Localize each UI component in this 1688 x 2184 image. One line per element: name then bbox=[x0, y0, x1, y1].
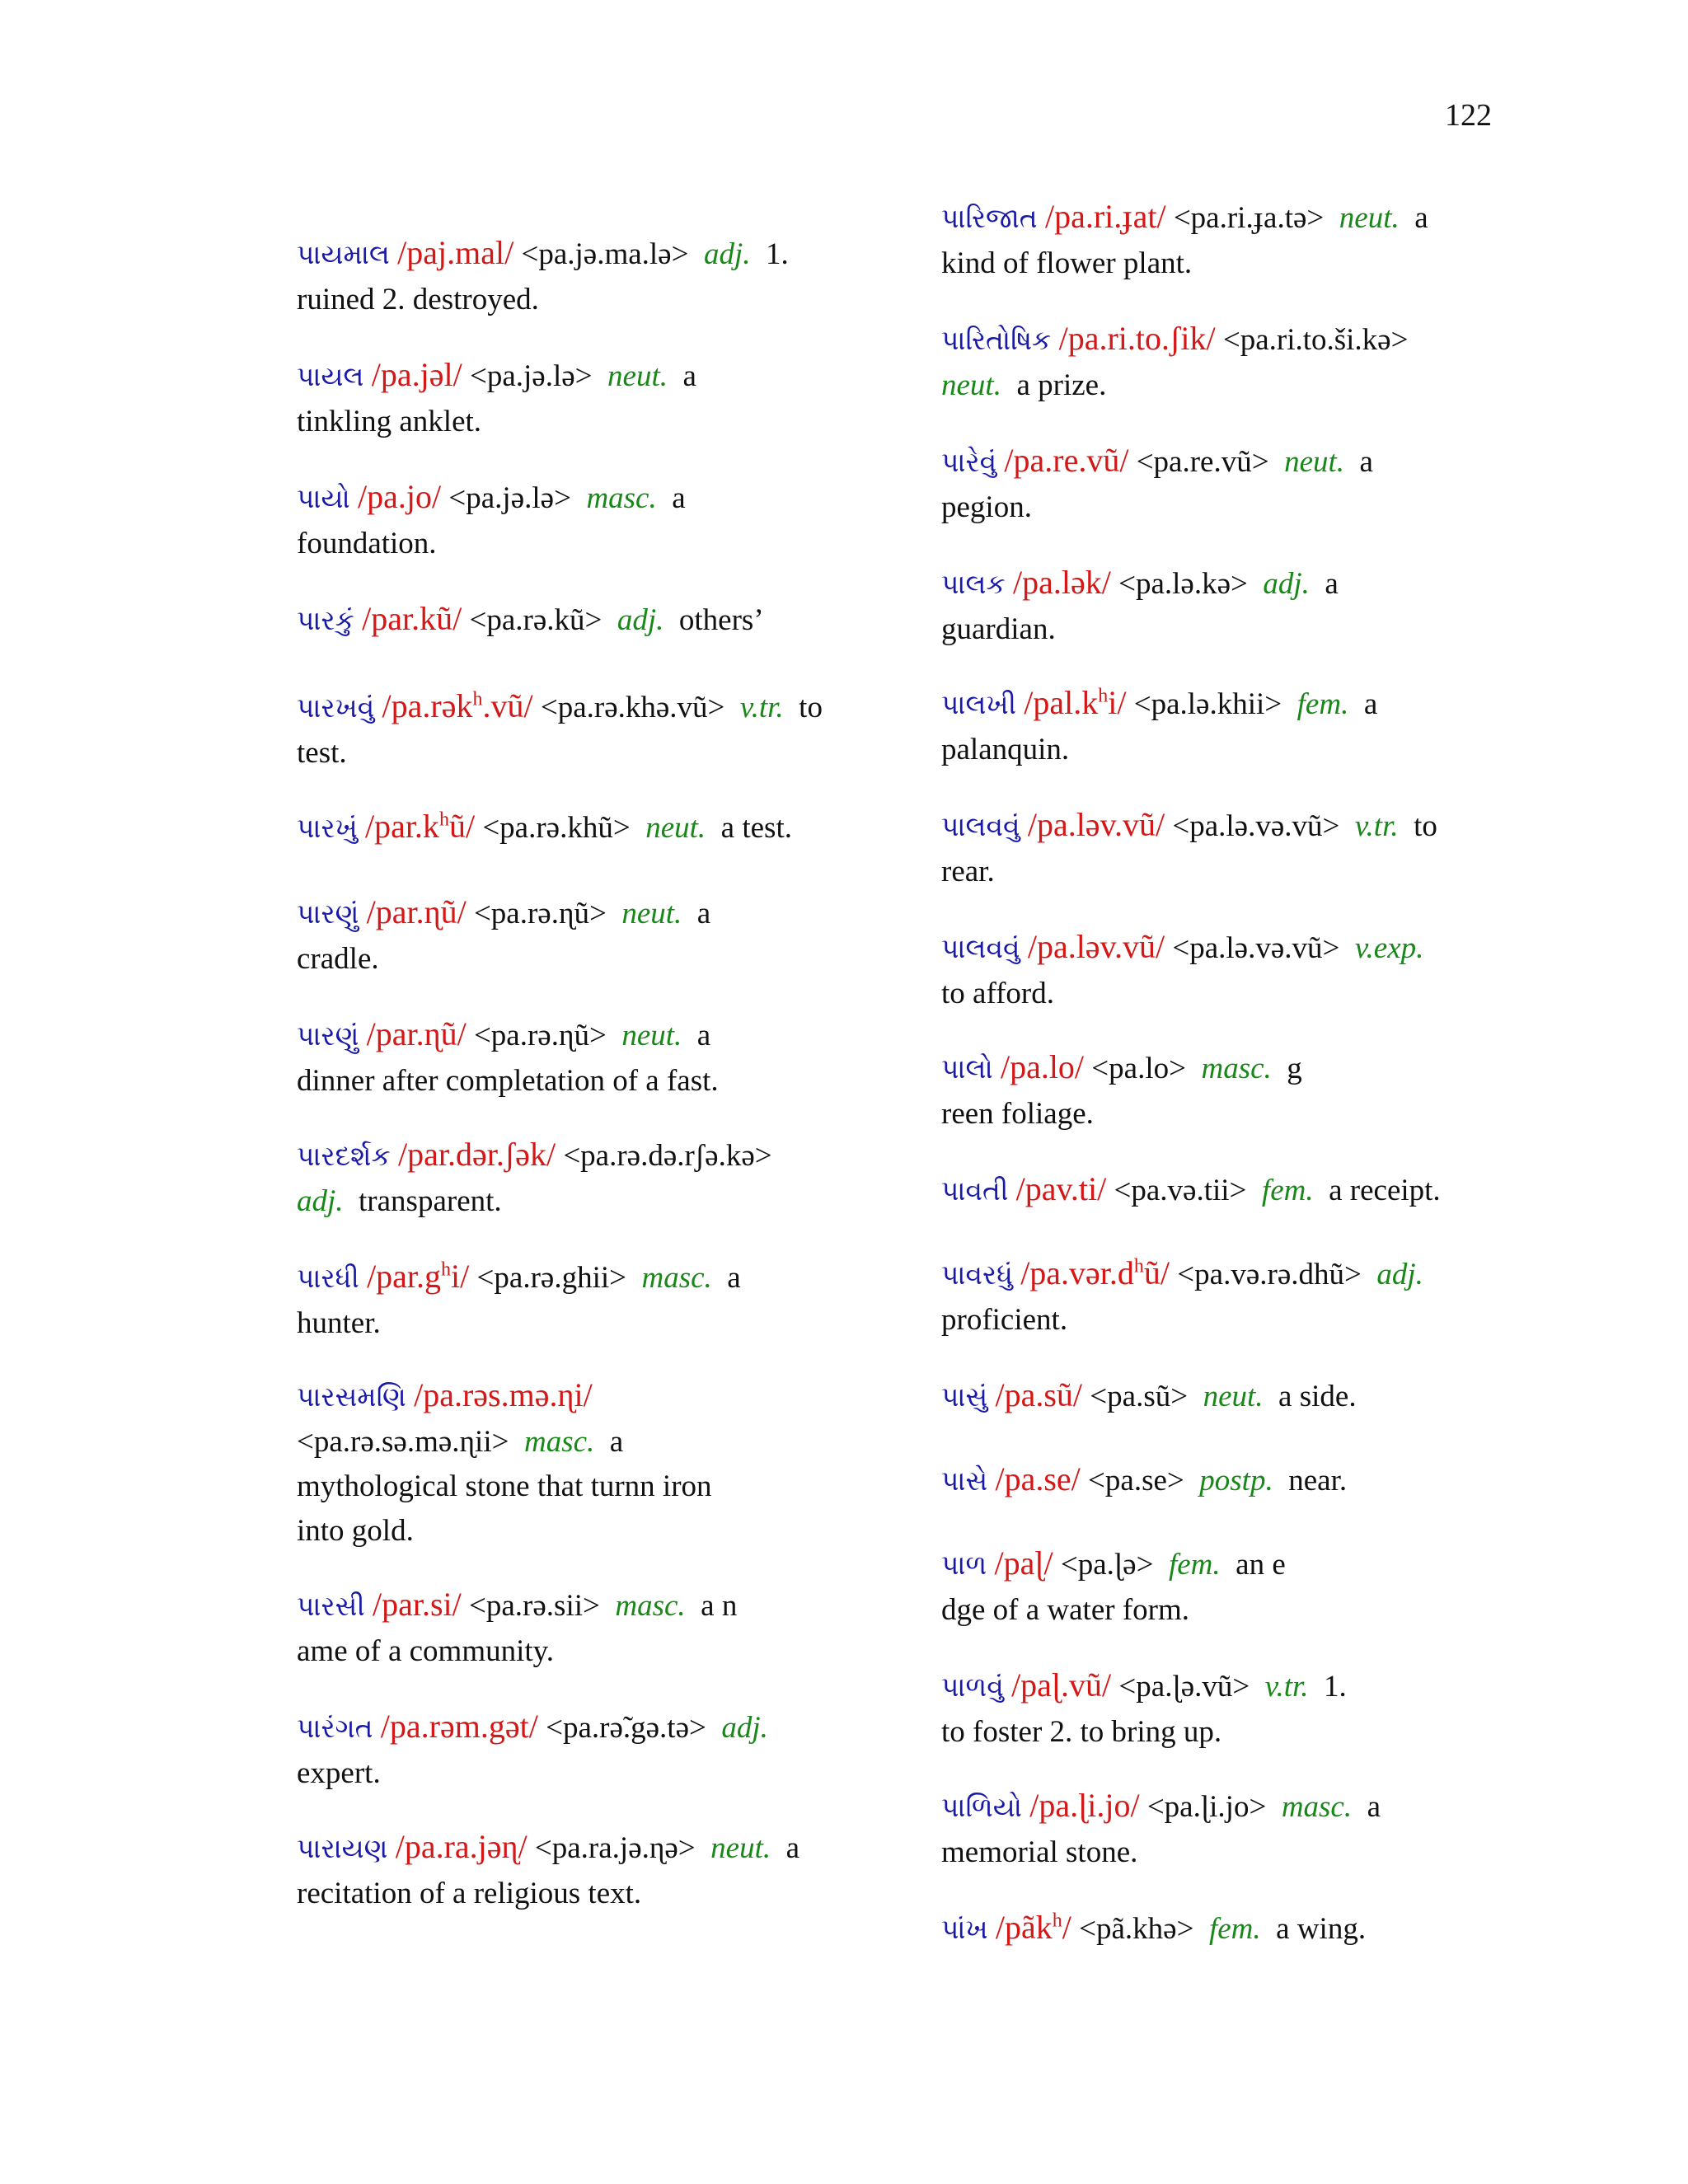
entry-headword: પારખવું bbox=[297, 694, 375, 724]
entry-headword: પારસમણિ bbox=[297, 1383, 406, 1413]
entry-phonemic: /pa.sũ/ bbox=[995, 1376, 1083, 1413]
dictionary-entry bbox=[297, 1704, 857, 1796]
entry-phonemic: $/pa.vər.d^hũ/$ bbox=[1020, 1254, 1170, 1291]
entry-gloss: a guardian. bbox=[941, 567, 1339, 646]
dictionary-entry bbox=[297, 1132, 857, 1224]
entry-gloss: g reen foliage. bbox=[941, 1052, 1302, 1131]
entry-phonemic: /pãk$^h$/ bbox=[995, 1909, 1071, 1946]
entry-part-of-speech: fem. bbox=[1261, 1174, 1314, 1207]
entry-headword: પાયલ bbox=[297, 363, 364, 392]
dictionary-entry bbox=[941, 1251, 1510, 1343]
entry-transliteration: <pa.lo> bbox=[1091, 1052, 1186, 1085]
entry-headword: પાળવું bbox=[941, 1673, 1004, 1703]
entry-headword: પારકું bbox=[297, 607, 354, 636]
entry-gloss: others’ bbox=[678, 603, 764, 637]
entry-gloss: a memorial stone. bbox=[941, 1790, 1381, 1869]
entry-headword: પારંગત bbox=[297, 1714, 373, 1744]
dictionary-entry bbox=[941, 316, 1510, 408]
entry-gloss: to test. bbox=[297, 691, 823, 770]
entry-gloss: a kind of flower plant. bbox=[941, 201, 1428, 280]
entry-phonemic: /pa.ləv.vũ/ bbox=[1027, 928, 1165, 965]
entry-transliteration: <pa.lə.və.vũ> bbox=[1172, 809, 1340, 843]
entry-headword: પારાયણ bbox=[297, 1835, 388, 1864]
entry-part-of-speech: masc. bbox=[1201, 1052, 1272, 1085]
entry-phonemic: /pa.lo/ bbox=[1000, 1048, 1085, 1085]
entry-transliteration: <pa.rə.sə.mə.ɳii> bbox=[297, 1425, 509, 1459]
dictionary-entry bbox=[941, 1663, 1510, 1755]
entry-transliteration: <pa.lə.kə> bbox=[1118, 567, 1248, 601]
entry-phonemic: /pa.lək/ bbox=[1013, 564, 1111, 601]
entry-transliteration: <pa.ri.ɟa.tə> bbox=[1173, 201, 1325, 235]
entry-phonemic: /pa.ri.to.ʃik/ bbox=[1058, 320, 1216, 357]
entry-headword: પારસી bbox=[297, 1592, 365, 1622]
entry-part-of-speech: neut. bbox=[1339, 201, 1400, 235]
entry-gloss: a cradle. bbox=[297, 897, 711, 976]
entry-phonemic: /pa.rəm.gət/ bbox=[380, 1708, 538, 1745]
entry-headword: પારિજાત bbox=[941, 204, 1038, 234]
dictionary-entry bbox=[297, 684, 857, 776]
entry-gloss: a test. bbox=[720, 811, 792, 845]
entry-part-of-speech: v.tr. bbox=[739, 691, 784, 724]
entry-part-of-speech: postp. bbox=[1199, 1464, 1273, 1497]
entry-part-of-speech: neut. bbox=[1203, 1380, 1264, 1413]
entry-phonemic: /pa.rək$^h$.vũ/ bbox=[382, 687, 533, 724]
entry-gloss: near. bbox=[1288, 1464, 1348, 1497]
entry-gloss: a pegion. bbox=[941, 445, 1373, 524]
entry-headword: પાવરધું bbox=[941, 1261, 1013, 1291]
entry-phonemic: /pa.jo/ bbox=[358, 478, 442, 515]
entry-part-of-speech: neut. bbox=[607, 359, 668, 393]
entry-gloss: to afford. bbox=[941, 977, 1054, 1010]
entry-transliteration: <pa.ɭə.vũ> bbox=[1118, 1670, 1250, 1704]
entry-transliteration: <pa.lə.və.vũ> bbox=[1172, 931, 1340, 965]
entry-transliteration: <pa.ɭə> bbox=[1060, 1548, 1154, 1582]
entry-gloss: a n ame of a community. bbox=[297, 1589, 738, 1668]
entry-gloss: transparent. bbox=[359, 1184, 502, 1218]
dictionary-entry bbox=[941, 1541, 1510, 1633]
dictionary-entry bbox=[297, 1582, 857, 1674]
entry-phonemic: /pa.ra.jəɳ/ bbox=[395, 1828, 528, 1865]
entry-part-of-speech: adj. bbox=[617, 603, 664, 637]
entry-gloss: a tinkling anklet. bbox=[297, 359, 696, 438]
entry-phonemic: /par.dər.ʃək/ bbox=[398, 1136, 556, 1173]
entry-part-of-speech: neut. bbox=[1284, 445, 1345, 479]
entry-transliteration: <pa.se> bbox=[1088, 1464, 1184, 1497]
entry-headword: પાયો bbox=[297, 485, 350, 514]
entry-phonemic: /par.ɳũ/ bbox=[366, 1015, 467, 1052]
entry-part-of-speech: neut. bbox=[621, 1019, 682, 1052]
entry-phonemic: /par.si/ bbox=[372, 1586, 462, 1623]
entry-part-of-speech: masc. bbox=[586, 481, 657, 515]
entry-part-of-speech: fem. bbox=[1168, 1548, 1221, 1582]
entry-part-of-speech: neut. bbox=[621, 897, 682, 930]
entry-part-of-speech: v.tr. bbox=[1264, 1670, 1309, 1704]
entry-headword: પાલો bbox=[941, 1055, 993, 1085]
entry-gloss: a side. bbox=[1278, 1380, 1357, 1413]
entry-part-of-speech: v.exp. bbox=[1354, 931, 1424, 965]
entry-part-of-speech: fem. bbox=[1296, 687, 1349, 721]
entry-headword: પાળિયો bbox=[941, 1793, 1022, 1823]
entry-transliteration: <pa.ri.to.ši.kə> bbox=[1222, 323, 1409, 357]
entry-transliteration: <pa.rə.sii> bbox=[469, 1589, 600, 1623]
entry-gloss: 1. ruined 2. destroyed. bbox=[297, 237, 789, 316]
entry-part-of-speech: masc. bbox=[641, 1261, 712, 1295]
entry-part-of-speech: masc. bbox=[523, 1425, 595, 1459]
entry-headword: પાલક bbox=[941, 570, 1006, 600]
page-number: 122 bbox=[1445, 98, 1492, 133]
dictionary-entry bbox=[297, 1825, 857, 1916]
entry-phonemic: /pa.jəl/ bbox=[371, 356, 462, 393]
entry-phonemic: /pa.re.vũ/ bbox=[1004, 442, 1129, 479]
entry-headword: પારખું bbox=[297, 814, 358, 844]
entry-gloss: a foundation. bbox=[297, 481, 686, 560]
dictionary-entry bbox=[941, 1045, 1510, 1137]
entry-part-of-speech: adj. bbox=[1263, 567, 1310, 601]
entry-transliteration: <pa.lə.khii> bbox=[1133, 687, 1282, 721]
entry-headword: પાયમાલ bbox=[297, 241, 390, 270]
entry-part-of-speech: adj. bbox=[721, 1711, 768, 1745]
dictionary-entry bbox=[941, 681, 1510, 772]
entry-phonemic: /pa.ri.ɟat/ bbox=[1044, 198, 1166, 235]
entry-gloss: a prize. bbox=[1016, 368, 1107, 402]
dictionary-entry bbox=[297, 597, 857, 644]
dictionary-entry bbox=[297, 475, 857, 566]
entry-phonemic: /par.kũ/ bbox=[362, 600, 462, 637]
entry-gloss: a receipt. bbox=[1329, 1174, 1441, 1207]
entry-phonemic: /pa.se/ bbox=[995, 1460, 1081, 1497]
entry-gloss: expert. bbox=[297, 1756, 381, 1790]
entry-transliteration: <pa.rə.ɳũ> bbox=[473, 897, 607, 930]
entry-headword: પારદર્શક bbox=[297, 1142, 391, 1172]
entry-gloss: a mythological stone that turnn iron into gold. bbox=[297, 1425, 712, 1548]
entry-headword: પારણું bbox=[297, 900, 359, 930]
dictionary-entry bbox=[297, 804, 857, 851]
entry-transliteration: <pa.re.vũ> bbox=[1136, 445, 1269, 479]
entry-transliteration: <pa.ɭi.jo> bbox=[1146, 1790, 1267, 1824]
entry-part-of-speech: adj. bbox=[297, 1184, 344, 1218]
entry-part-of-speech: neut. bbox=[645, 811, 706, 845]
entry-transliteration: <pa.jə.lə> bbox=[448, 481, 571, 515]
entry-gloss: an e dge of a water form. bbox=[941, 1548, 1286, 1627]
dictionary-entry bbox=[941, 1905, 1510, 1952]
entry-phonemic: /pav.ti/ bbox=[1015, 1170, 1107, 1207]
entry-gloss: a wing. bbox=[1276, 1912, 1367, 1946]
entry-transliteration: <pa.rə.khə.vũ> bbox=[540, 691, 725, 724]
entry-phonemic: /par.ɳũ/ bbox=[366, 893, 467, 930]
entry-phonemic: /pa.ləv.vũ/ bbox=[1027, 806, 1165, 843]
dictionary-entry bbox=[297, 1012, 857, 1104]
entry-gloss: to rear. bbox=[941, 809, 1437, 888]
dictionary-entry bbox=[941, 803, 1510, 894]
dictionary-entry bbox=[297, 890, 857, 982]
entry-headword: પાસું bbox=[941, 1383, 988, 1413]
dictionary-entry bbox=[297, 353, 857, 444]
entry-phonemic: /pa.rəs.mə.ɳi/ bbox=[414, 1376, 593, 1413]
entry-headword: પારણું bbox=[297, 1022, 359, 1052]
dictionary-entry bbox=[297, 1373, 857, 1554]
entry-headword: પાસે bbox=[941, 1467, 988, 1497]
entry-gloss: a dinner after completation of a fast. bbox=[297, 1019, 719, 1098]
dictionary-entry bbox=[941, 1783, 1510, 1875]
entry-part-of-speech: masc. bbox=[615, 1589, 686, 1623]
entry-transliteration: <pa.rə.khũ> bbox=[482, 811, 631, 845]
entry-headword: પાંખ bbox=[941, 1915, 988, 1945]
dictionary-entry bbox=[941, 925, 1510, 1016]
entry-gloss: a recitation of a religious text. bbox=[297, 1831, 800, 1910]
entry-transliteration: <pa.rə̃.gə.tə> bbox=[546, 1711, 706, 1745]
dictionary-entry bbox=[941, 194, 1510, 286]
entry-phonemic: /pa.ɭi.jo/ bbox=[1029, 1787, 1140, 1824]
entry-part-of-speech: adj. bbox=[1376, 1258, 1423, 1291]
entry-headword: પાલવવું bbox=[941, 813, 1020, 842]
entry-headword: પાલવવું bbox=[941, 935, 1020, 964]
entry-transliteration: <pa.və.tii> bbox=[1114, 1174, 1247, 1207]
entry-phonemic: $/par.g^hi/$ bbox=[367, 1258, 470, 1295]
entry-transliteration: <pa.jə.ma.lə> bbox=[521, 237, 689, 271]
entry-headword: પારધી bbox=[297, 1264, 359, 1294]
entry-phonemic: $/par.k^hũ/$ bbox=[364, 808, 476, 845]
entry-gloss: a palanquin. bbox=[941, 687, 1378, 766]
entry-phonemic: /paj.mal/ bbox=[397, 234, 514, 271]
entry-phonemic: $/pal.k^hi/$ bbox=[1024, 684, 1127, 721]
entry-transliteration: <pa.və.rə.dhũ> bbox=[1177, 1258, 1362, 1291]
entry-transliteration: <pa.rə.ghii> bbox=[476, 1261, 626, 1295]
entry-part-of-speech: neut. bbox=[710, 1831, 771, 1865]
entry-headword: પાળ bbox=[941, 1551, 987, 1581]
dictionary-entry bbox=[941, 438, 1510, 530]
entry-part-of-speech: fem. bbox=[1208, 1912, 1261, 1946]
entry-gloss: a hunter. bbox=[297, 1261, 741, 1340]
dictionary-entry bbox=[297, 231, 857, 322]
entry-transliteration: <pa.rə.kũ> bbox=[469, 603, 603, 637]
entry-headword: પાવતી bbox=[941, 1177, 1009, 1207]
entry-transliteration: <pa.jə.lə> bbox=[469, 359, 593, 393]
entry-part-of-speech: v.tr. bbox=[1354, 809, 1399, 843]
entry-headword: પારિતોષિક bbox=[941, 326, 1052, 356]
entry-transliteration: <pa.ra.jə.ɳə> bbox=[534, 1831, 696, 1865]
dictionary-entry bbox=[941, 560, 1510, 652]
dictionary-entry bbox=[941, 1373, 1510, 1420]
entry-headword: પાલખી bbox=[941, 691, 1017, 720]
dictionary-entry bbox=[941, 1167, 1510, 1214]
entry-part-of-speech: adj. bbox=[703, 237, 751, 271]
entry-gloss: 1. to foster 2. to bring up. bbox=[941, 1670, 1347, 1749]
entry-transliteration: <pa.sũ> bbox=[1090, 1380, 1189, 1413]
entry-part-of-speech: masc. bbox=[1281, 1790, 1353, 1824]
entry-transliteration: <pã.khə> bbox=[1079, 1912, 1194, 1946]
entry-phonemic: /paɭ/ bbox=[994, 1544, 1053, 1582]
dictionary-entry bbox=[941, 1457, 1510, 1504]
dictionary-entry bbox=[297, 1254, 857, 1346]
entry-headword: પારેવું bbox=[941, 448, 997, 478]
entry-transliteration: <pa.rə.ɳũ> bbox=[473, 1019, 607, 1052]
entry-part-of-speech: neut. bbox=[941, 368, 1001, 402]
entry-gloss: proficient. bbox=[941, 1303, 1068, 1337]
entry-transliteration: <pa.rə.də.rʃə.kə> bbox=[563, 1139, 772, 1173]
entry-phonemic: /paɭ.vũ/ bbox=[1011, 1666, 1112, 1704]
